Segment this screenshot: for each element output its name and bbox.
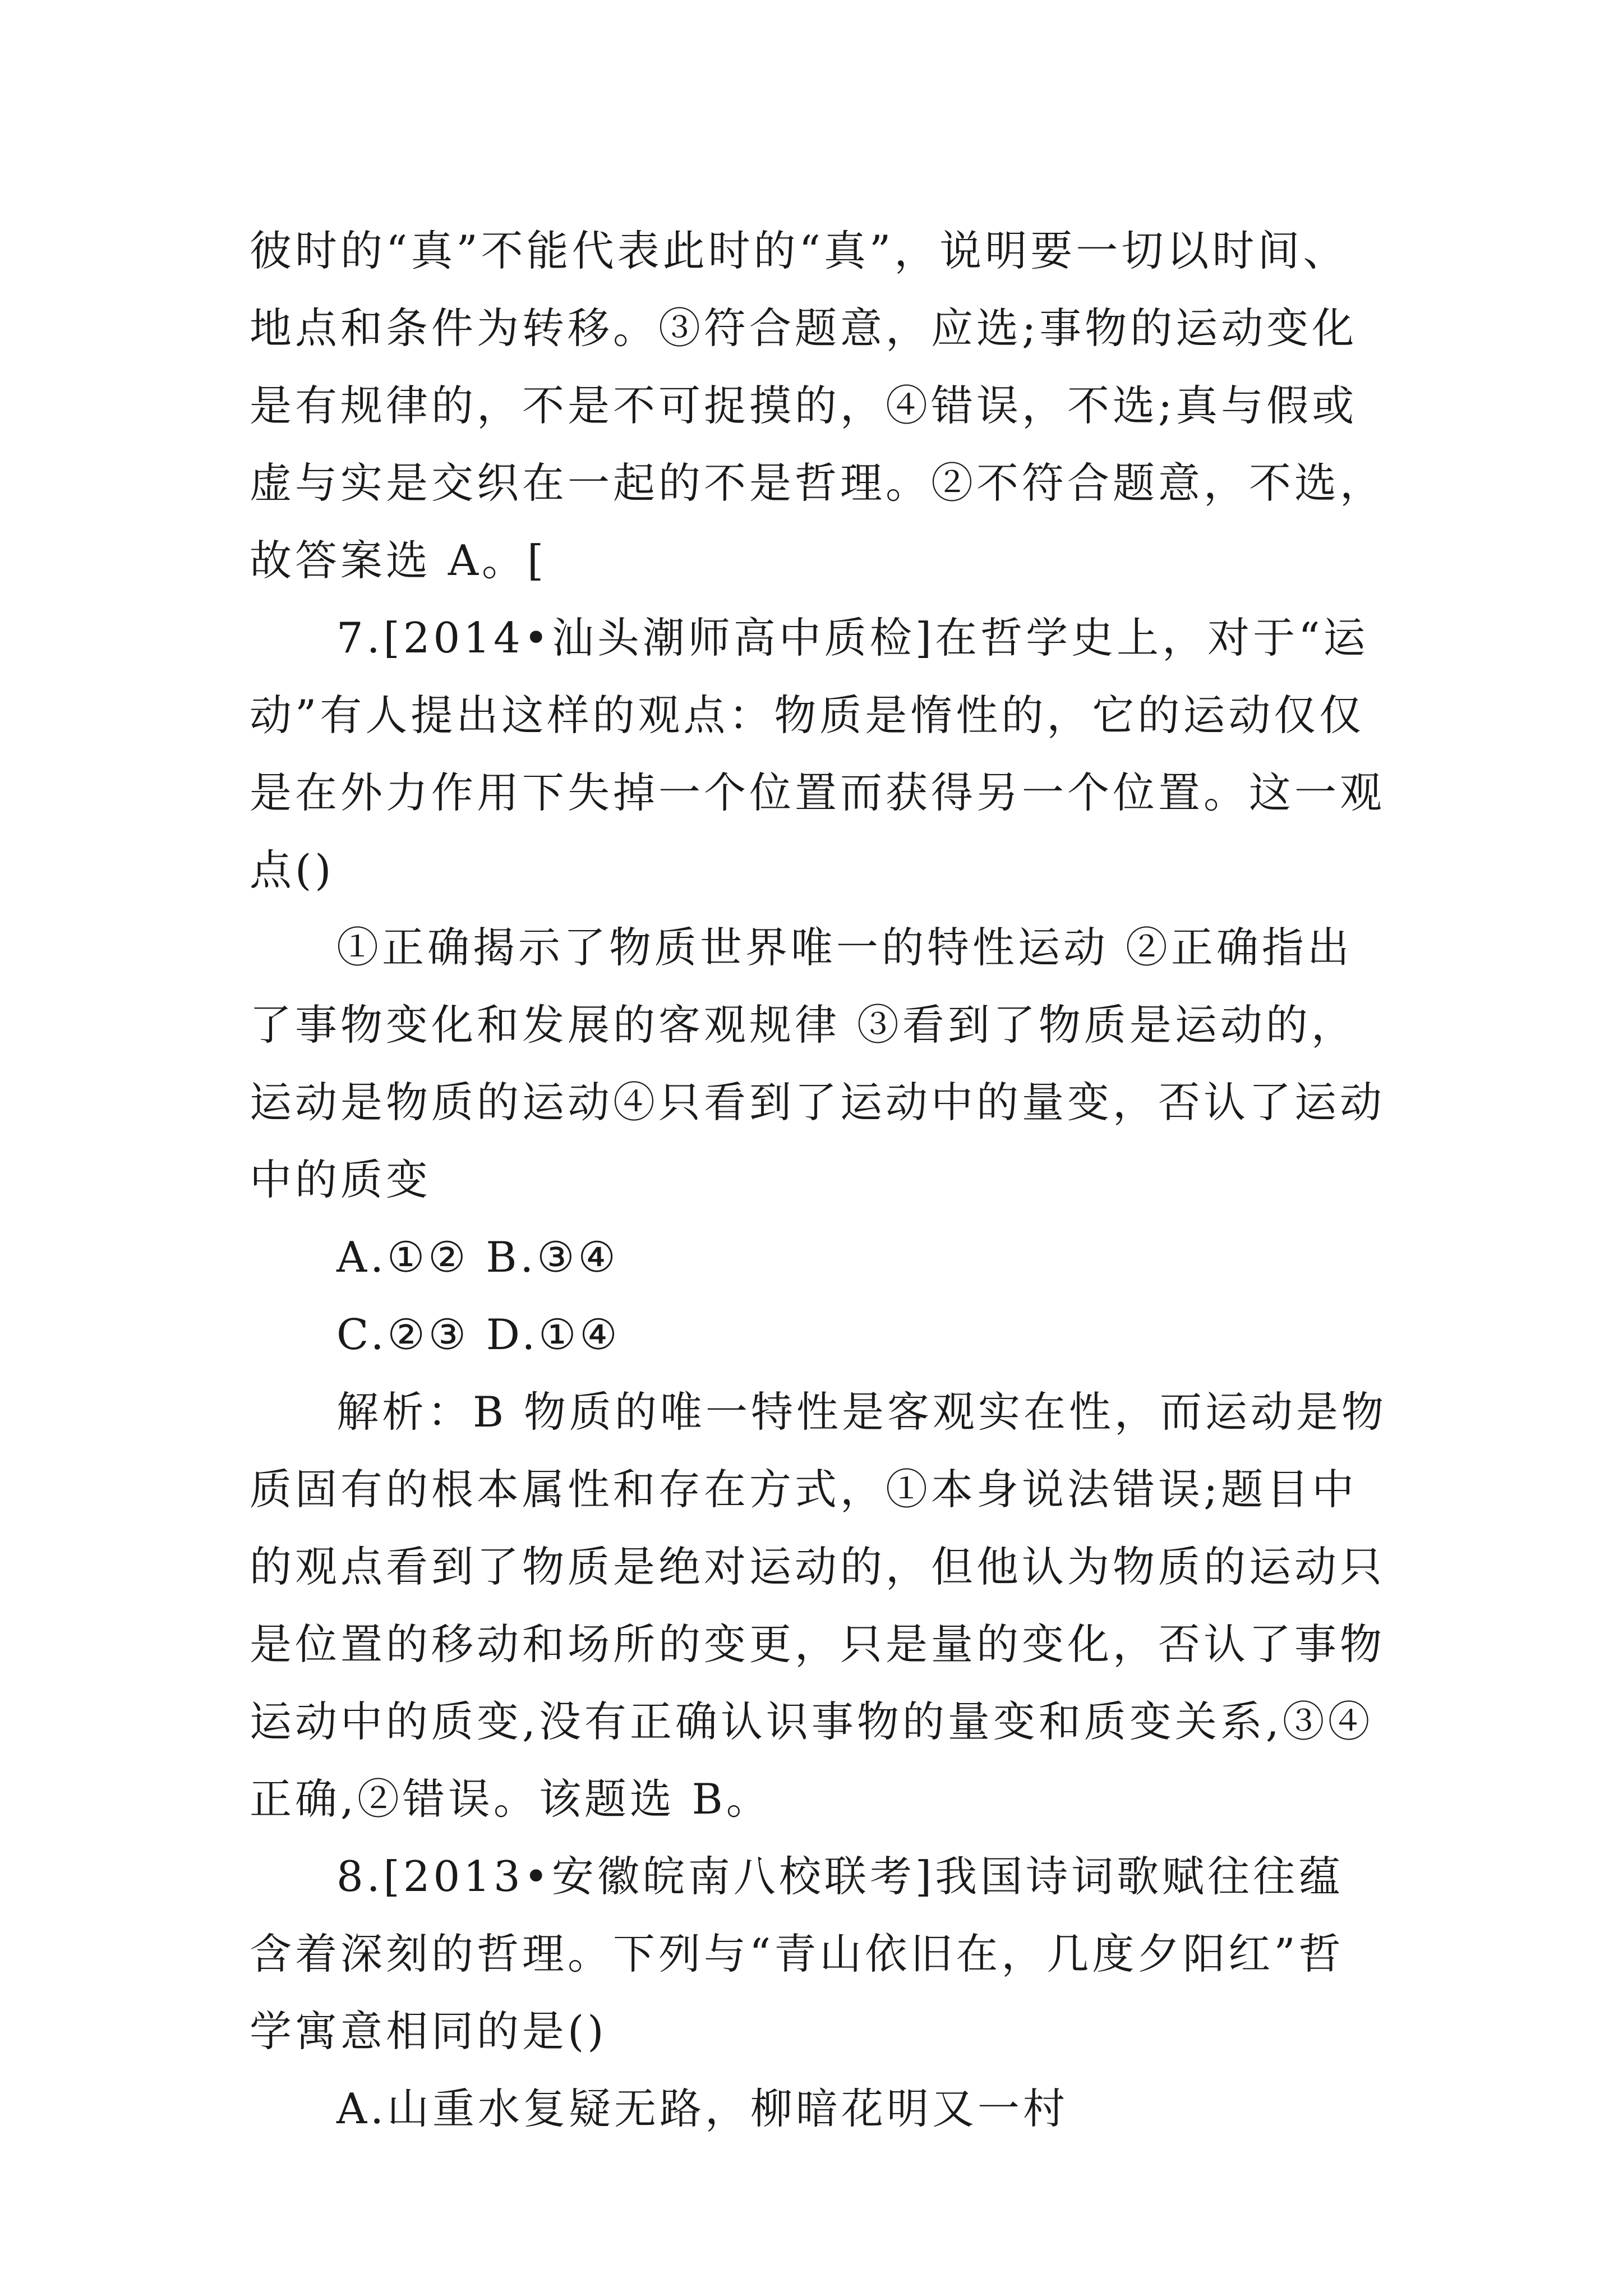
- paragraph-question-7-analysis: 解析：B 物质的唯一特性是客观实在性，而运动是物质固有的根本属性和存在方式，①本身说法错误;题目中的观点看到了物质是绝对运动的，但他认为物质的运动只是位置的移动和场所的变更，只是量的变化，否认了事物运动中的质变,没有正确认识事物的量变和质变关系,③④正确,②错误。该题选 B。: [250, 1387, 1387, 1824]
- paragraph-question-7: 7.[2014•汕头潮师高中质检]在哲学史上，对于“运动”有人提出这样的观点：物质是惰性的，它的运动仅仅是在外力作用下失掉一个位置而获得另一个位置。这一观点(): [250, 613, 1386, 895]
- paragraph-question-8-option-a: A.山重水复疑无路，柳暗花明又一村: [336, 2084, 1069, 2133]
- paragraph-question-7-options-ab: A.①② B.③④: [336, 1232, 619, 1282]
- paragraph-question-7-statements: ①正确揭示了物质世界唯一的特性运动 ②正确指出了事物变化和发展的客观规律 ③看到了物质是运动的，运动是物质的运动④只看到了运动中的量变，否认了运动中的质变: [250, 923, 1386, 1204]
- paragraph-question-7-options-cd: C.②③ D.①④: [336, 1310, 621, 1359]
- paragraph-question-8: 8.[2013•安徽皖南八校联考]我国诗词歌赋往往蕴含着深刻的哲理。下列与“青山依旧在，几度夕阳红”哲学寓意相同的是(): [250, 1852, 1344, 2056]
- paragraph-previous-answer-continuation: 彼时的“真”不能代表此时的“真”，说明要一切以时间、地点和条件为转移。③符合题意，应选;事物的运动变化是有规律的，不是不可捉摸的，④错误，不选;真与假或虚与实是交织在一起的不是哲理。②不符合题意，不选，故答案选 A。[: [250, 226, 1386, 585]
- document-body: [250, 212, 1388, 2147]
